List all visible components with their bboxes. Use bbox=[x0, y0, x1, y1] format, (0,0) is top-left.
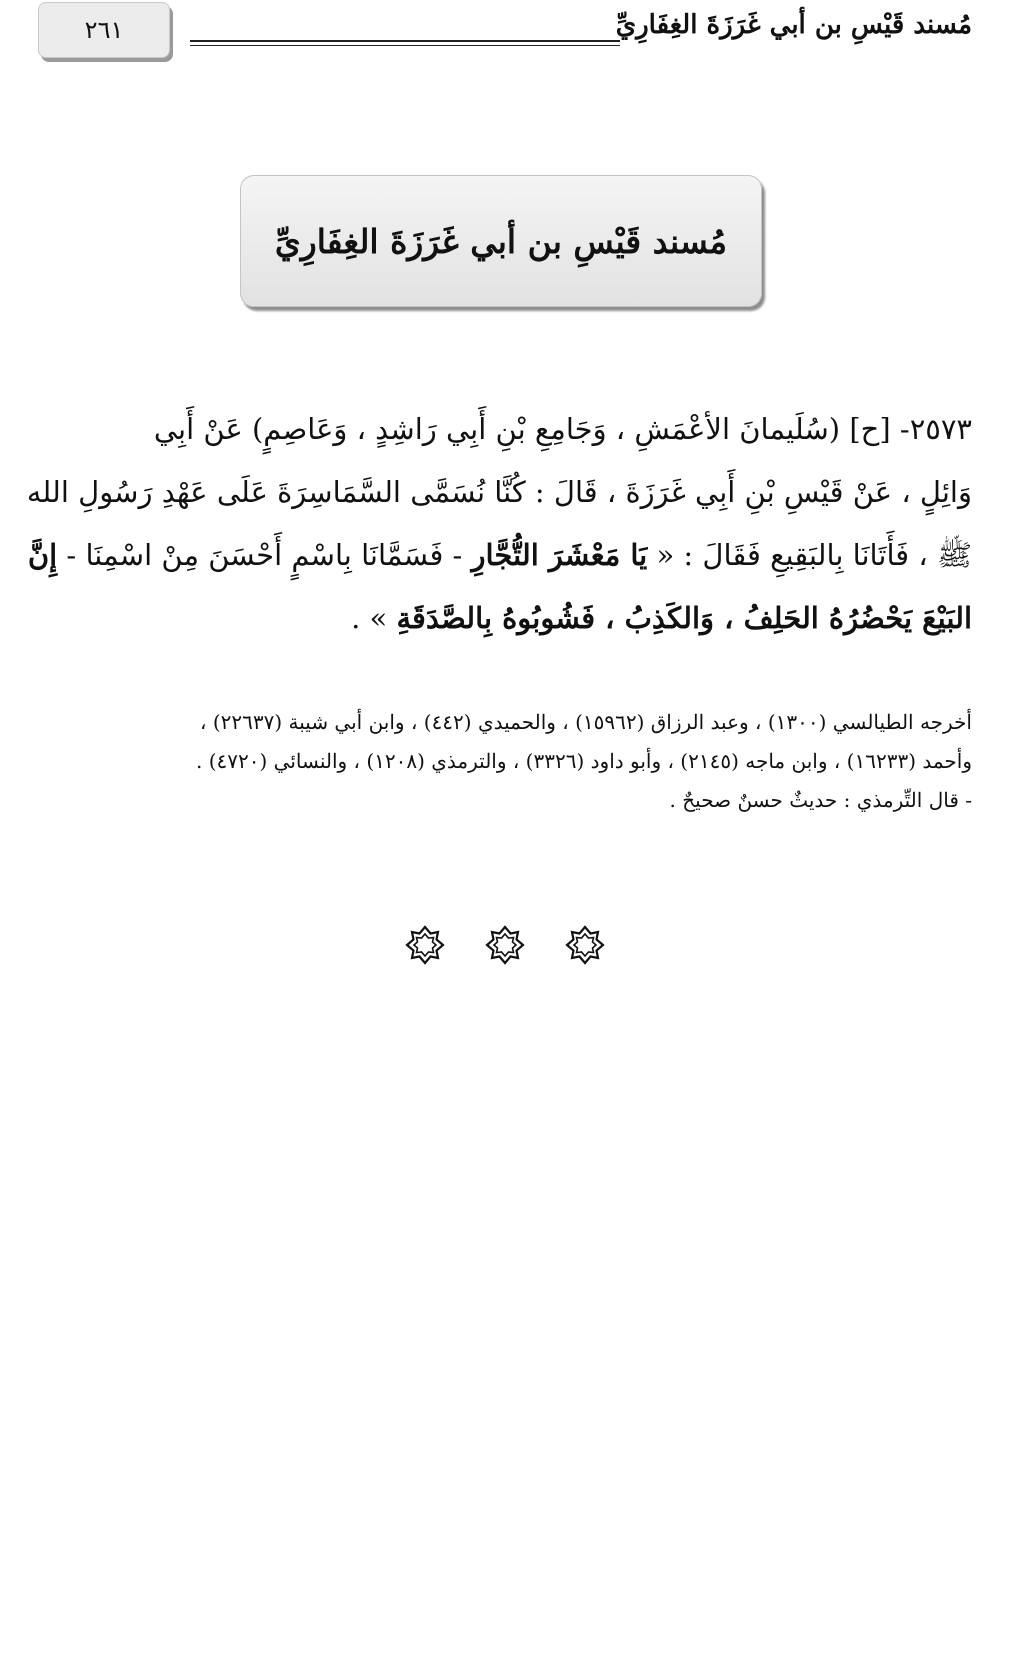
grading-line: - قال التِّرمذي : حديثٌ حسنٌ صحيحٌ . bbox=[669, 788, 972, 812]
prophetic-saying: يَا مَعْشَرَ التُّجَّارِ bbox=[471, 538, 648, 572]
header-rule bbox=[190, 40, 620, 42]
hadith-segment: - فَسَمَّانَا بِاسْمٍ أَحْسَنَ مِنْ اسْمِنَا - bbox=[57, 538, 472, 572]
running-title: مُسند قَيْسِ بن أبي غَرَزَةَ الغِفَارِيِّ bbox=[615, 10, 972, 40]
hadith-text bbox=[26, 398, 972, 650]
hadith-line bbox=[38, 587, 972, 650]
header-rule-thin bbox=[190, 45, 620, 46]
page-number: ٢٦١ bbox=[38, 2, 170, 58]
eight-point-star-icon bbox=[405, 925, 445, 965]
hadith-line: ٢٥٧٣- [ح] (سُلَيمانَ الأعْمَشِ ، وَجَامِعِ بْنِ أَبِي رَاشِدٍ ، وَعَاصِمٍ) عَنْ أَبِي bbox=[153, 412, 972, 446]
eight-point-star-icon bbox=[565, 925, 605, 965]
prophetic-saying: إِنَّ bbox=[27, 538, 58, 572]
hadith-segment: ﷺ ، فَأَتَانَا بِالبَقِيعِ فَقَالَ : « bbox=[647, 538, 972, 572]
footnotes bbox=[38, 703, 972, 820]
takhrij-line: أخرجه الطيالسي (١٣٠٠) ، وعبد الرزاق (١٥٩٦٢) ، والحميدي (٤٤٢) ، وابن أبي شيبة (٢٢٦٣٧) ، bbox=[200, 710, 972, 734]
page-header bbox=[0, 0, 1010, 70]
chapter-title-box bbox=[240, 175, 762, 307]
hadith-line: وَائِلٍ ، عَنْ قَيْسِ بْنِ أَبِي غَرَزَةَ ، قَالَ : كُنَّا نُسَمَّى السَّمَاسِرَةَ عَلَى عَهْدِ رَسُولِ الله bbox=[26, 475, 972, 509]
chapter-title: مُسند قَيْسِ بن أبي غَرَزَةَ الغِفَارِيِّ bbox=[274, 221, 728, 261]
hadith-segment: » . bbox=[351, 601, 397, 635]
hadith-line bbox=[27, 524, 972, 587]
eight-point-star-icon bbox=[485, 925, 525, 965]
section-ornaments bbox=[0, 925, 1010, 965]
takhrij-line: وأحمد (١٦٢٣٣) ، وابن ماجه (٢١٤٥) ، وأبو داود (٣٣٢٦) ، والترمذي (١٢٠٨) ، والنسائي (٤٧٢٠) . bbox=[195, 749, 972, 773]
prophetic-saying: البَيْعَ يَحْضُرُهُ الحَلِفُ ، وَالكَذِبُ ، فَشُوبُوهُ بِالصَّدَقَةِ bbox=[396, 601, 972, 635]
